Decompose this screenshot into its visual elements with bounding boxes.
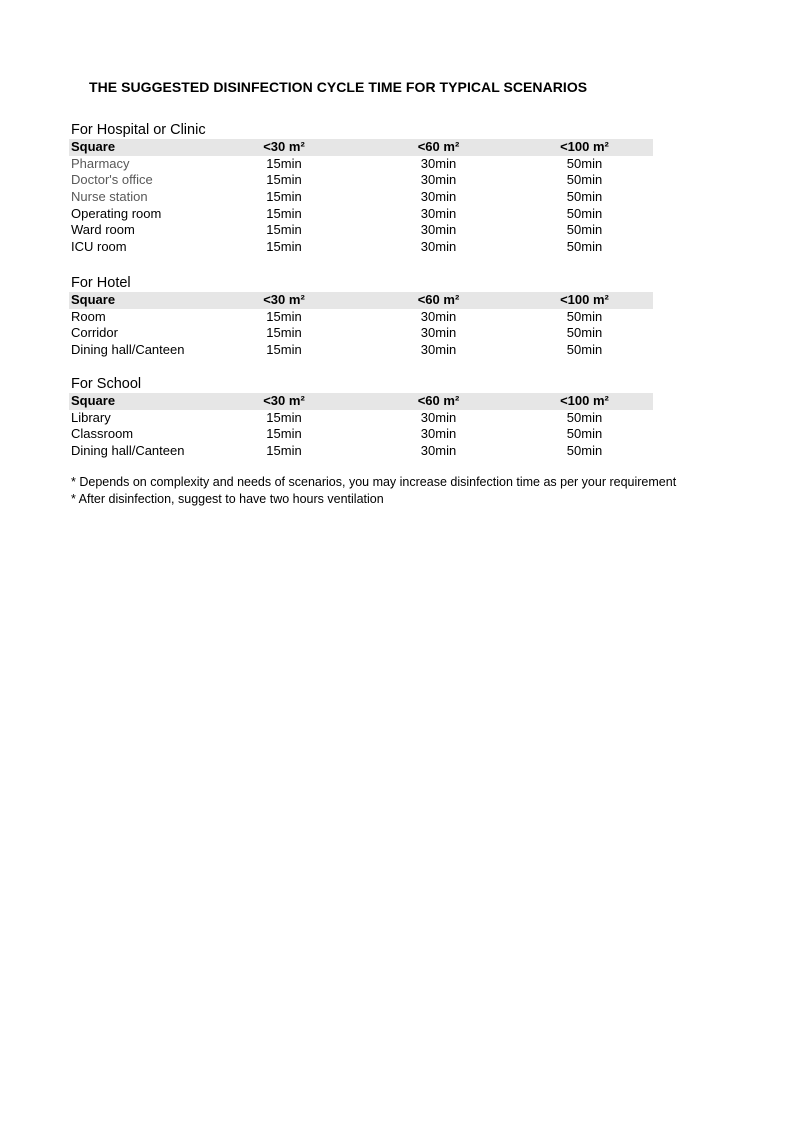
row-label: Dining hall/Canteen [71, 342, 185, 358]
cell-100: 50min [566, 325, 603, 341]
cell-100: 50min [566, 205, 603, 221]
cell-30: 15min [266, 308, 302, 324]
table-row [69, 189, 653, 206]
cell-100: 50min [566, 239, 603, 255]
cell-60: 30min [420, 239, 457, 255]
cell-60: 30min [420, 409, 457, 425]
table-row [69, 426, 653, 443]
table-row [69, 222, 653, 239]
cell-60: 30min [420, 342, 457, 358]
cell-100: 50min [566, 222, 603, 238]
cell-30: 15min [266, 426, 302, 442]
column-header-square: Square [71, 292, 116, 307]
cell-30: 15min [266, 443, 302, 459]
cell-60: 30min [420, 189, 457, 205]
table-header-row [69, 139, 653, 156]
cell-60: 30min [420, 222, 457, 238]
row-label: Pharmacy [71, 155, 130, 171]
cell-60: 30min [420, 325, 457, 341]
cell-100: 50min [566, 189, 603, 205]
table-header-row [69, 393, 653, 410]
cell-100: 50min [566, 342, 603, 358]
column-header-60: <60 m² [417, 393, 460, 408]
table-row [69, 156, 653, 173]
section-hotel [69, 274, 653, 359]
cell-100: 50min [566, 443, 603, 459]
cell-100: 50min [566, 426, 603, 442]
row-label: Room [71, 308, 106, 324]
column-header-square: Square [71, 139, 116, 154]
column-header-100: <100 m² [560, 292, 609, 307]
column-header-square: Square [71, 393, 116, 408]
footnote: * After disinfection, suggest to have two hours ventilation [71, 491, 384, 506]
footnote: * Depends on complexity and needs of scenarios, you may increase disinfection time as per your requirement [71, 475, 677, 489]
table-row [69, 443, 653, 460]
cell-100: 50min [566, 155, 603, 171]
column-header-100: <100 m² [560, 139, 609, 154]
column-header-60: <60 m² [417, 139, 460, 154]
cell-30: 15min [266, 189, 302, 205]
row-label: Operating room [71, 205, 162, 221]
column-header-30: <30 m² [263, 393, 305, 408]
section-title: For Hospital or Clinic [71, 122, 206, 138]
row-label: Classroom [71, 426, 134, 442]
row-label: Doctor's office [71, 172, 153, 188]
section-hospital [69, 121, 653, 256]
column-header-30: <30 m² [263, 292, 305, 307]
section-title: For Hotel [71, 275, 131, 291]
table-row [69, 239, 653, 256]
column-header-100: <100 m² [560, 393, 609, 408]
cell-60: 30min [420, 205, 457, 221]
row-label: Nurse station [71, 189, 148, 205]
table-row [69, 342, 653, 359]
cell-30: 15min [266, 409, 302, 425]
cell-60: 30min [420, 443, 457, 459]
page-title: THE SUGGESTED DISINFECTION CYCLE TIME FOR TYPICAL SCENARIOS [89, 79, 588, 95]
table-row [69, 172, 653, 189]
row-label: ICU room [71, 239, 127, 255]
row-label: Library [71, 409, 111, 425]
cell-30: 15min [266, 239, 302, 255]
cell-60: 30min [420, 172, 457, 188]
cell-60: 30min [420, 155, 457, 171]
section-school [69, 375, 653, 460]
table-row [69, 325, 653, 342]
cell-30: 15min [266, 155, 302, 171]
row-label: Corridor [71, 325, 118, 341]
table-row [69, 206, 653, 223]
cell-30: 15min [266, 172, 302, 188]
cell-100: 50min [566, 308, 603, 324]
table-row [69, 309, 653, 326]
cell-100: 50min [566, 409, 603, 425]
cell-30: 15min [266, 222, 302, 238]
cell-30: 15min [266, 325, 302, 341]
cell-30: 15min [266, 205, 302, 221]
section-title: For School [71, 376, 142, 392]
cell-100: 50min [566, 172, 603, 188]
footnotes [71, 474, 676, 507]
column-header-30: <30 m² [263, 139, 305, 154]
column-header-60: <60 m² [417, 292, 460, 307]
cell-60: 30min [420, 426, 457, 442]
row-label: Dining hall/Canteen [71, 443, 185, 459]
table-header-row [69, 292, 653, 309]
row-label: Ward room [71, 222, 135, 238]
table-row [69, 410, 653, 427]
cell-60: 30min [420, 308, 457, 324]
cell-30: 15min [266, 342, 302, 358]
